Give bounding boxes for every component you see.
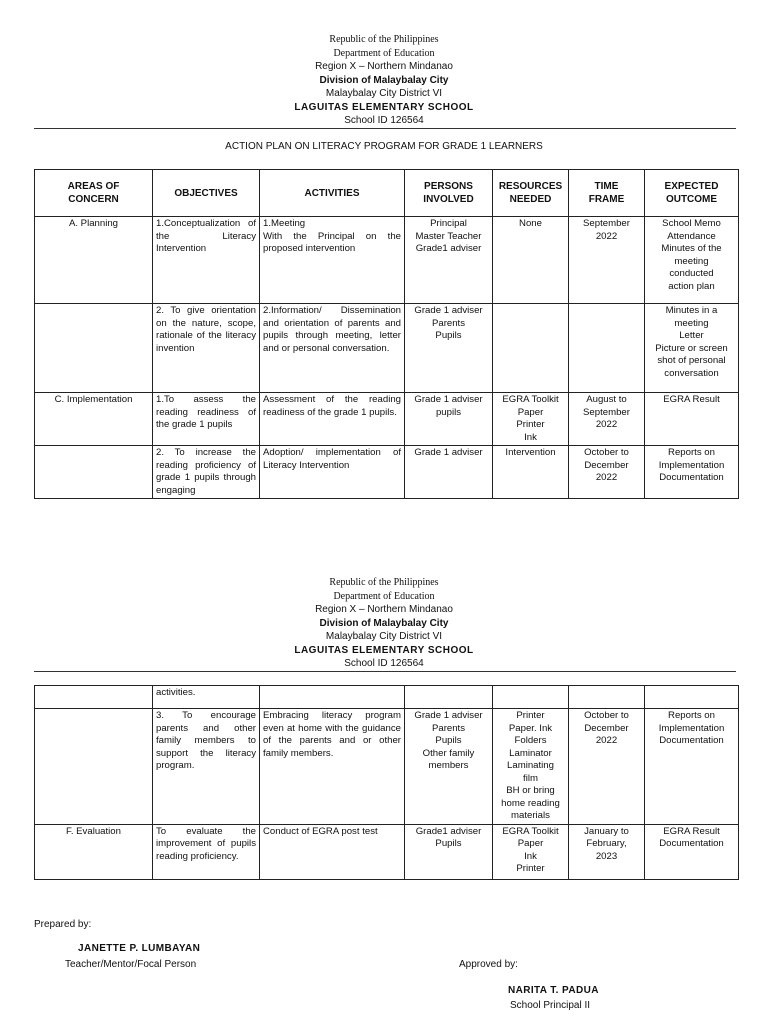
cell-area: A. Planning (35, 217, 153, 304)
cell-outcome: Reports on Implementation Documentation (645, 446, 739, 499)
cell-time-frame: October to December 2022 (569, 709, 645, 825)
header-department: Department of Education (333, 47, 435, 59)
header-rule-1 (34, 128, 736, 129)
cell-area (35, 686, 153, 709)
cell-outcome (645, 686, 739, 709)
cell-activity: Assessment of the reading readiness of the grade 1 pupils. (260, 393, 405, 446)
cell-resources: EGRA Toolkit Paper Ink Printer (493, 824, 569, 879)
cell-activity: Conduct of EGRA post test (260, 824, 405, 879)
cell-outcome: Reports on Implementation Documentation (645, 709, 739, 825)
approved-by-label: Approved by: (459, 959, 518, 970)
cell-outcome: EGRA Result Documentation (645, 824, 739, 879)
cell-objective: 2. To give orientation on the nature, scope, rationale of the literacy invention (153, 304, 260, 393)
cell-objective: 1.To assess the reading readiness of the grade 1 pupils (153, 393, 260, 446)
cell-objective: activities. (153, 686, 260, 709)
cell-persons (405, 686, 493, 709)
table-row (35, 686, 739, 709)
cell-activity (260, 686, 405, 709)
cell-persons: Grade 1 adviser pupils (405, 393, 493, 446)
cell-objective: 3. To encourage parents and other family members to support the literacy program. (153, 709, 260, 825)
header-region: Region X – Northern Mindanao (315, 604, 453, 615)
cell-time-frame: September 2022 (569, 217, 645, 304)
col-objectives: OBJECTIVES (153, 170, 260, 217)
cell-persons: Grade1 adviser Pupils (405, 824, 493, 879)
header-district: Malaybalay City District VI (325, 88, 443, 99)
header-school: LAGUITAS ELEMENTARY SCHOOL (294, 644, 474, 656)
prepared-by-label: Prepared by: (34, 919, 92, 930)
cell-outcome: Minutes in a meeting Letter Picture or screen shot of personal conversation (645, 304, 739, 393)
cell-persons: Grade 1 adviser Parents Pupils Other family members (405, 709, 493, 825)
approver-title: School Principal II (510, 1000, 591, 1011)
table-row (35, 709, 739, 825)
header-division: Division of Malaybalay City (319, 74, 449, 86)
cell-resources: EGRA Toolkit Paper Printer Ink (493, 393, 569, 446)
cell-activity: Adoption/ implementation of Literacy Intervention (260, 446, 405, 499)
table-row (35, 393, 739, 446)
preparer-title: Teacher/Mentor/Focal Person (65, 959, 197, 970)
header-school-id: School ID 126564 (344, 658, 424, 669)
table-header-row (35, 170, 739, 217)
action-plan-table-2 (34, 685, 739, 880)
cell-objective: 1.Conceptualization of the Literacy Intervention (153, 217, 260, 304)
col-expected-outcome: EXPECTED OUTCOME (645, 170, 739, 217)
cell-area: C. Implementation (35, 393, 153, 446)
cell-time-frame: January to February, 2023 (569, 824, 645, 879)
col-time-frame: TIME FRAME (569, 170, 645, 217)
cell-resources: None (493, 217, 569, 304)
table-row (35, 304, 739, 393)
col-persons-involved: PERSONS INVOLVED (405, 170, 493, 217)
approver-name: NARITA T. PADUA (508, 985, 599, 996)
header-division: Division of Malaybalay City (319, 617, 449, 629)
document-title: ACTION PLAN ON LITERACY PROGRAM FOR GRADE 1 LEARNERS (225, 141, 543, 152)
header-district: Malaybalay City District VI (325, 631, 443, 642)
table-row (35, 824, 739, 879)
cell-persons: Grade 1 adviser Parents Pupils (405, 304, 493, 393)
cell-persons: Principal Master Teacher Grade1 adviser (405, 217, 493, 304)
header-region: Region X – Northern Mindanao (315, 61, 453, 72)
cell-resources: Intervention (493, 446, 569, 499)
header-republic: Republic of the Philippines (329, 577, 439, 588)
col-activities: ACTIVITIES (260, 170, 405, 217)
table-row (35, 446, 739, 499)
cell-area (35, 709, 153, 825)
cell-time-frame (569, 304, 645, 393)
cell-time-frame: August to September 2022 (569, 393, 645, 446)
col-areas-of-concern: AREAS OF CONCERN (35, 170, 153, 217)
action-plan-table-1 (34, 169, 739, 499)
cell-activity: 2.Information/ Dissemination and orientation of parents and pupils through meeting, letter and or personal conversation. (260, 304, 405, 393)
cell-resources: Printer Paper. Ink Folders Laminator Laminating film BH or bring home reading materials (493, 709, 569, 825)
header-rule-2 (34, 671, 736, 672)
header-department: Department of Education (333, 590, 435, 602)
letterhead-2 (0, 576, 768, 671)
table-row (35, 217, 739, 304)
cell-time-frame (569, 686, 645, 709)
letterhead-1 (0, 33, 768, 128)
cell-area (35, 446, 153, 499)
cell-resources (493, 304, 569, 393)
cell-area: F. Evaluation (35, 824, 153, 879)
header-republic: Republic of the Philippines (329, 34, 439, 45)
cell-time-frame: October to December 2022 (569, 446, 645, 499)
preparer-name: JANETTE P. LUMBAYAN (78, 943, 201, 954)
cell-activity: 1.Meeting With the Principal on the proposed intervention (260, 217, 405, 304)
header-school: LAGUITAS ELEMENTARY SCHOOL (294, 101, 474, 113)
cell-objective: 2. To increase the reading proficiency of grade 1 pupils through engaging (153, 446, 260, 499)
cell-outcome: EGRA Result (645, 393, 739, 446)
cell-persons: Grade 1 adviser (405, 446, 493, 499)
cell-activity: Embracing literacy program even at home with the guidance of the parents and or other family members. (260, 709, 405, 825)
header-school-id: School ID 126564 (344, 115, 424, 126)
cell-area (35, 304, 153, 393)
cell-objective: To evaluate the improvement of pupils reading proficiency. (153, 824, 260, 879)
cell-outcome: School Memo Attendance Minutes of the meeting conducted action plan (645, 217, 739, 304)
col-resources-needed: RESOURCES NEEDED (493, 170, 569, 217)
cell-resources (493, 686, 569, 709)
